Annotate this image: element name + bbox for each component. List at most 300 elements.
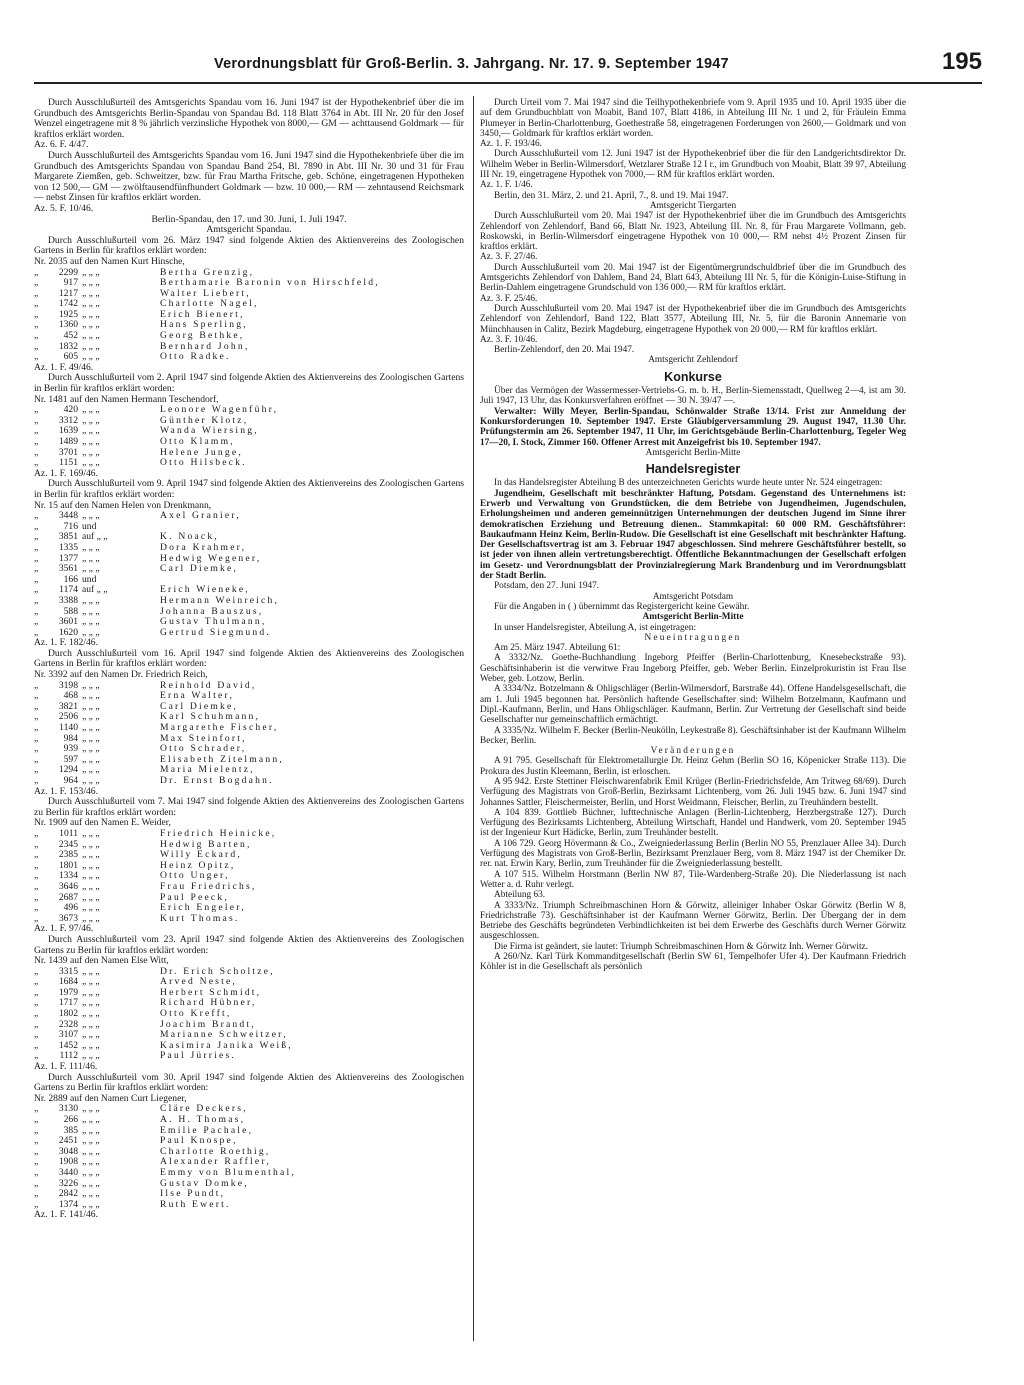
share-number: 2506 [58, 711, 78, 723]
ditto-mark: „ [34, 775, 39, 786]
place-date: Potsdam, den 27. Juni 1947. [494, 581, 600, 592]
holder-name: Carl Diemke, [160, 700, 239, 712]
share-number: 2345 [58, 838, 78, 850]
ditto-marks: „ „ „ [82, 541, 100, 553]
ditto-marks: auf „ „ [82, 584, 108, 596]
page-number: 195 [941, 48, 982, 75]
group-intro: Durch Ausschlußurteil vom 2. April 1947 sind folgende Aktien des Aktienvereins des Zoologischen Gartens in Berlin für kraftlos erklärt worden: [34, 372, 464, 395]
ditto-marks: „ „ „ [82, 775, 100, 786]
holder-name: Carl Diemke, [160, 563, 239, 575]
court-signature: Amtsgericht Berlin-Mitte [642, 612, 744, 623]
share-number: 1742 [58, 298, 78, 310]
ditto-mark: „ [34, 319, 39, 331]
share-group [34, 649, 464, 797]
ditto-mark: „ [34, 849, 39, 861]
ditto-marks: „ „ „ [82, 722, 100, 734]
ditto-marks: „ „ „ [82, 679, 100, 691]
ditto-mark: „ [34, 563, 39, 575]
file-reference: Az. 1. F. 141/46. [34, 1209, 98, 1221]
ditto-mark: „ [34, 997, 39, 1009]
ditto-mark: „ [34, 743, 39, 755]
share-table [34, 511, 279, 638]
court-signature: Amtsgericht Spandau. [206, 224, 292, 236]
ditto-mark: „ [34, 827, 39, 839]
share-number: 3561 [58, 563, 78, 575]
ditto-marks: „ „ „ [82, 1029, 100, 1041]
share-number: 420 [63, 404, 78, 416]
ditto-marks: „ „ „ [82, 510, 100, 522]
ditto-marks: „ „ „ [82, 1166, 100, 1178]
ditto-marks: „ „ „ [82, 404, 100, 416]
ditto-marks: „ „ „ [82, 870, 100, 882]
ditto-mark: „ [34, 457, 39, 469]
ditto-mark: „ [34, 732, 39, 744]
group-first-entry: Nr. 3392 auf den Namen Dr. Friedrich Reich, [34, 669, 208, 681]
share-number: 1620 [58, 626, 78, 638]
ditto-marks: „ „ „ [82, 287, 100, 299]
ditto-mark: „ [34, 584, 39, 596]
holder-name: Gertrud Siegmund. [160, 626, 271, 638]
ditto-mark: „ [34, 1145, 39, 1157]
holder-name: Richard Hübner, [160, 997, 257, 1009]
share-number: 1684 [58, 976, 78, 988]
left-column [34, 98, 464, 1221]
share-number: 1801 [58, 859, 78, 871]
share-number: 1489 [58, 436, 78, 447]
holder-name: Hedwig Barten, [160, 838, 252, 850]
register-entry: A 95 942. Erste Stettiner Fleischwarenfabrik Emil Krüger (Berlin-Friedrichsfelde, Am Tritweg 68/69). Durch Verfügung des Magistrats von Groß-Berlin, Bezirksamt Lichtenberg, vom 26. Juli 1945 bzw. 6. Juni 1947 sind Johannes Sattler, Fleischermeister, Berlin, und Horst Weidmann, Fleischer, Berlin, zu Treuhändern bestellt. [480, 777, 906, 808]
file-reference: Az. 1. F. 169/46. [34, 467, 98, 479]
ditto-mark: „ [34, 690, 39, 702]
share-row [34, 882, 276, 893]
ditto-mark: „ [34, 1039, 39, 1051]
ditto-marks: „ „ „ [82, 700, 100, 712]
file-reference: Az. 1. F. 193/46. [480, 139, 543, 150]
holder-name: Heinz Opitz, [160, 859, 236, 871]
ditto-marks: „ „ „ [82, 690, 100, 702]
ditto-mark: „ [34, 976, 39, 988]
share-number: 3646 [58, 880, 78, 892]
ditto-marks: „ „ „ [82, 859, 100, 871]
holder-name: Hans Sperling, [160, 319, 248, 331]
share-group [34, 935, 464, 1073]
share-number: 1360 [58, 319, 78, 331]
holder-name: Paul Jürries. [160, 1050, 237, 1062]
holder-name: Margarethe Fischer, [160, 722, 279, 734]
notice-paragraph: Über das Vermögen der Wassermesser-Vertriebs-G. m. b. H., Berlin-Siemensstadt, Quellweg 2—4, ist am 30. Juli 1947, 13 Uhr, das Konkursverfahren eröffnet — 30 N. 39/47 —. [480, 386, 906, 407]
share-number: 1925 [58, 308, 78, 320]
notice-paragraph: Am 25. März 1947. Abteilung 61: [494, 643, 621, 654]
subsection-heading: Veränderungen [650, 746, 736, 757]
holder-name: Gustav Domke, [160, 1177, 249, 1189]
ditto-marks: „ „ „ [82, 849, 100, 861]
share-number: 3673 [58, 912, 78, 924]
court-signature: Amtsgericht Berlin-Mitte [645, 447, 741, 458]
ditto-mark: „ [34, 679, 39, 691]
share-number: 3440 [58, 1166, 78, 1178]
share-row [34, 829, 276, 840]
holder-name: Dr. Ernst Bogdahn. [160, 775, 274, 786]
register-entry: A 3332/Nz. Goethe-Buchhandlung Ingeborg Pfeiffer (Berlin-Charlottenburg, Knesebeckstraße 93). Geschäftsinhaberin ist die verwitwe Frau Ingeborg Pfeiffer, geb. Weber Berlin. Einzelprokuristin ist Frau Ilse Weber, geb. Lotzow, Berlin. [480, 653, 906, 685]
share-number: 3048 [58, 1145, 78, 1157]
ditto-marks: „ „ „ [82, 277, 100, 289]
share-row [34, 1115, 296, 1126]
share-number: 3821 [58, 700, 78, 712]
holder-name: Otto Klamm, [160, 436, 235, 447]
ditto-mark: „ [34, 1103, 39, 1115]
notice-paragraph: Durch Ausschlußurteil des Amtsgerichts Spandau vom 16. Juni 1947 sind die Hypothekenbriefe über die im Grundbuch des Amtsgerichts Spandau von Spandau Band 254, Bl. 7890 in Abt. III Nr. 30 und 31 für Frau Margarete Ziemßen, geb. Schweitzer, bzw. für Frau Martha Fritsche, geb. Schöne, eingetragenen Hypotheken von 12 500,— GM — zwölftausendfünfhundert Goldmark — bzw. 10 000,— RM — zehntausend Reichsmark — nebst Zinsen für kraftlos erklärt worden. [34, 149, 464, 204]
holder-name: Alexander Raffler, [160, 1156, 271, 1168]
holder-name: Bernhard John, [160, 340, 250, 352]
holder-name: Paul Knospe, [160, 1135, 238, 1147]
group-first-entry: Nr. 15 auf den Namen Helen von Drenkmann, [34, 499, 212, 511]
column-divider [473, 96, 474, 1341]
notice-paragraph: Für die Angaben in ( ) übernimmt das Registergericht keine Gewähr. [494, 601, 750, 612]
ditto-marks: „ „ „ [82, 1198, 100, 1210]
ditto-marks: „ „ „ [82, 997, 100, 1009]
ditto-marks: „ „ „ [82, 743, 100, 755]
ditto-marks: „ „ „ [82, 880, 100, 892]
share-number: 1294 [58, 764, 78, 776]
page-header [34, 48, 982, 84]
ditto-mark: „ [34, 266, 39, 278]
ditto-marks: „ „ „ [82, 563, 100, 575]
ditto-marks: „ „ „ [82, 457, 100, 469]
share-number: 166 [63, 573, 78, 585]
share-number: 1908 [58, 1156, 78, 1168]
ditto-mark: „ [34, 753, 39, 765]
ditto-marks: „ „ „ [82, 965, 100, 977]
holder-name: Emilie Pachale, [160, 1124, 254, 1136]
ditto-mark: „ [34, 700, 39, 712]
ditto-mark: „ [34, 446, 39, 458]
share-number: 939 [63, 743, 78, 755]
share-number: 1452 [58, 1039, 78, 1051]
ditto-mark: „ [34, 965, 39, 977]
share-number: 3315 [58, 965, 78, 977]
ditto-marks: „ „ „ [82, 1114, 100, 1125]
ditto-mark: „ [34, 891, 39, 903]
ditto-mark: „ [34, 510, 39, 522]
holder-name: Otto Unger, [160, 870, 230, 882]
share-number: 452 [63, 330, 78, 342]
holder-name: Kurt Thomas. [160, 912, 240, 924]
file-reference: Az. 1. F. 182/46. [34, 637, 98, 649]
holder-name: Kasimira Janika Weiß, [160, 1039, 293, 1051]
ditto-mark: „ [34, 859, 39, 871]
holder-name: Cläre Deckers, [160, 1103, 248, 1115]
ditto-marks: „ „ „ [82, 711, 100, 723]
holder-name: Otto Krefft, [160, 1008, 232, 1020]
file-reference: Az. 1. F. 1/46. [480, 180, 533, 191]
ditto-mark: „ [34, 1124, 39, 1136]
ditto-marks: „ „ „ [82, 976, 100, 988]
holder-name: Erna Walter, [160, 690, 235, 702]
register-entry: A 3334/Nz. Botzelmann & Ohligschläger (Berlin-Wilmersdorf, Barstraße 44). Offene Handelsgesellschaft, die am 1. Juli 1945 begonnen hat. Persönlich haftende Gesellschafter sind: Wilhelm Botzelmann, Kaufmann und Dipl.-Kaufmann, Berlin, und Hans Ohligschläger. Kaufmann, Berlin. Zur Vertretung der Gesellschaft sind beide Gesellschafter nur gemeinschaftlich ermächtigt. [480, 684, 906, 726]
notice-paragraph: In unser Handelsregister, Abteilung A, ist eingetragen: [494, 622, 697, 633]
holder-name: Charlotte Nagel, [160, 298, 259, 310]
ditto-marks: „ „ „ [82, 827, 100, 839]
share-number: 385 [63, 1124, 78, 1136]
share-number: 1335 [58, 541, 78, 553]
holder-name: Herbert Schmidt, [160, 986, 262, 998]
holder-name: Maria Mielentz, [160, 764, 255, 776]
ditto-marks: „ „ „ [82, 351, 100, 363]
share-number: 597 [63, 753, 78, 765]
notice-paragraph: Verwalter: Willy Meyer, Berlin-Spandau, Schönwalder Straße 13/14. Frist zur Anmeldung der Konkursforderungen 10. September 1947. Erste Gläubigerversammlung 29. August 1947, 11.30 Uhr. Prüfungstermin am 26. September 1947, 11 Uhr, im Gerichtsgebäude Berlin-Charlottenburg, Tegeler Weg 17—20, I. Stock, Zimmer 160. Offener Arrest mit Anzeigefrist bis 10. September 1947. [480, 406, 906, 448]
holder-name: Willy Eckard, [160, 849, 243, 861]
ditto-mark: „ [34, 308, 39, 320]
share-number: 3312 [58, 414, 78, 426]
register-entry: Die Firma ist geändert, sie lautet: Triumph Schreibmaschinen Horn & Görwitz Inh. Werner Görwitz. [494, 941, 868, 952]
ditto-marks: „ „ „ [82, 340, 100, 352]
share-table [34, 405, 278, 469]
ditto-marks: „ „ „ [82, 425, 100, 437]
ditto-marks: „ „ „ [82, 266, 100, 278]
notice-paragraph: In das Handelsregister Abteilung B des unterzeichneten Gerichts wurde heute unter Nr. 524 eingetragen: [494, 478, 883, 489]
ditto-mark: „ [34, 594, 39, 606]
ditto-marks: „ „ „ [82, 1145, 100, 1157]
holder-name: Gustav Thulmann, [160, 616, 267, 628]
group-intro: Durch Ausschlußurteil vom 23. April 1947 sind folgende Aktien des Aktienvereins des Zoologischen Gartens zu Berlin für kraftlos erklärt worden: [34, 933, 464, 956]
court-signature: Amtsgericht Potsdam [652, 591, 734, 602]
notice-paragraph: Durch Ausschlußurteil des Amtsgerichts Spandau vom 16. Juni 1947 ist der Hypothekenbrief über die im Grundbuch des Amtsgerichts Berlin-Spandau von Spandau Bd. 118 Blatt 3764 in Abt. III Nr. 20 für den Josef Wenzel eingetragene mit 8 % jährlich verzinsliche Hypothek von 8000,— GM — achttausend Goldmark — für kraftlos erklärt worden. [34, 97, 464, 140]
holder-name: Helene Junge, [160, 446, 243, 458]
group-first-entry: Nr. 1439 auf den Namen Else Witt, [34, 955, 169, 967]
ditto-mark: „ [34, 531, 39, 543]
ditto-mark: „ [34, 1050, 39, 1062]
file-reference: Az. 3. F. 10/46. [480, 334, 538, 345]
share-number: 3601 [58, 616, 78, 628]
ditto-mark: „ [34, 573, 39, 585]
ditto-mark: „ [34, 277, 39, 289]
place-date: Berlin-Zehlendorf, den 20. Mai 1947. [494, 345, 635, 356]
ditto-mark: „ [34, 902, 39, 914]
share-number: 468 [63, 690, 78, 702]
share-table [34, 829, 276, 924]
register-entry: A 91 795. Gesellschaft für Elektrometallurgie Dr. Heinz Gehm (Berlin SO 16, Köpenicker Straße 113). Die Prokura des Justin Kleemann, Berlin, ist erloschen. [480, 756, 906, 777]
share-number: 2687 [58, 891, 78, 903]
ditto-mark: „ [34, 1156, 39, 1168]
share-number: 1011 [59, 827, 78, 839]
holder-name: Erich Bienert, [160, 308, 245, 320]
share-group [34, 1073, 464, 1221]
ditto-mark: „ [34, 711, 39, 723]
holder-name: Hermann Weinreich, [160, 594, 280, 606]
register-entry: A 104 839. Gottlieb Büchner, lufttechnische Anlagen (Berlin-Lichtenberg, Herzbergstraße 127). Durch Verfügung des Bezirksamts Lichtenberg, Abteilung Wirtschaft, Handel und Handwerk, vom 20. September 1945 ist der Ingenieur Kurt Hädicke, Berlin, zum Treuhänder bestellt. [480, 807, 906, 839]
share-number: 716 [63, 520, 78, 532]
court-signature: Amtsgericht Tiergarten [649, 200, 737, 211]
share-number: 3226 [58, 1177, 78, 1189]
share-number: 588 [63, 605, 78, 617]
ditto-mark: „ [34, 1114, 39, 1125]
group-intro: Durch Ausschlußurteil vom 26. März 1947 sind folgende Aktien des Aktienvereins des Zoologischen Gartens in Berlin für kraftlos erklärt worden: [34, 234, 464, 257]
share-number: 3107 [58, 1029, 78, 1041]
share-number: 2328 [58, 1018, 78, 1030]
holder-name: Dr. Erich Scholtze, [160, 965, 275, 977]
share-number: 1217 [58, 287, 78, 299]
share-number: 964 [63, 775, 78, 786]
file-reference: Az. 1. F. 153/46. [34, 785, 98, 797]
ditto-marks: „ „ „ [82, 446, 100, 458]
ditto-mark: „ [34, 986, 39, 998]
holder-name: Otto Schrader, [160, 743, 247, 755]
ditto-mark: „ [34, 764, 39, 776]
ditto-marks: und [82, 520, 97, 532]
share-number: 1151 [59, 457, 78, 469]
holder-name: Frau Friedrichs, [160, 880, 257, 892]
share-table [34, 268, 380, 363]
ditto-marks: „ „ „ [82, 1188, 100, 1200]
share-group [34, 373, 464, 479]
holder-name: Ilse Pundt, [160, 1188, 226, 1200]
notice-paragraph: Jugendheim, Gesellschaft mit beschränkter Haftung, Potsdam. Gegenstand des Unternehmens ist: Erwerb und Verwaltung von Grundstücken, die dem Betriebe von Jugendheimen, Jugendschulen, Erholungsheimen und anderen gemeinnützigen Unternehmungen der deutschen Jugend im Sinne ihrer demokratischen Erziehung und Betreuung dienen.. Stammkapital: 60 000 RM. Geschäftsführer: Baukaufmann Heinz Keim, Berlin-Rudow. Die Gesellschaft ist eine Gesellschaft mit beschränkter Haftung. Der Gesellschaftsvertrag ist am 3. Februar 1947 abgeschlossen. Sind mehrere Geschäftsführer bestellt, so ist jeder von ihnen allein vertretungsberechtigt. Öffentliche Bekanntmachungen der Gesellschaft erfolgen im Gesetz- und Verordnungsblatt der Provinzialregierung Mark Brandenburg und im Verordnungsblatt der Stadt Berlin. [480, 488, 906, 582]
share-number: 3851 [58, 531, 78, 543]
ditto-marks: „ „ „ [82, 732, 100, 744]
ditto-marks: „ „ „ [82, 1050, 100, 1062]
ditto-marks: „ „ „ [82, 838, 100, 850]
holder-name: A. H. Thomas, [160, 1114, 246, 1125]
group-first-entry: Nr. 1481 auf den Namen Hermann Teschendorf, [34, 393, 219, 405]
group-intro: Durch Ausschlußurteil vom 30. April 1947 sind folgende Aktien des Aktienvereins des Zoologischen Gartens zu Berlin für kraftlos erklärt worden: [34, 1071, 464, 1094]
ditto-marks: „ „ „ [82, 1124, 100, 1136]
place-date: Berlin, den 31. März, 2. und 21. April, 7., 8. und 19. Mai 1947. [494, 190, 729, 201]
share-number: 1832 [58, 340, 78, 352]
share-row [34, 437, 278, 448]
share-number: 2451 [58, 1135, 78, 1147]
share-number: 3448 [58, 510, 78, 522]
register-entry: A 3335/Nz. Wilhelm F. Becker (Berlin-Neukölln, Leykestraße 8). Geschäftsinhaber ist der Kaufmann Wilhelm Becker, Berlin. [480, 725, 906, 746]
ditto-marks: „ „ „ [82, 298, 100, 310]
share-row [34, 776, 284, 787]
ditto-mark: „ [34, 722, 39, 734]
holder-name: Erich Engeler, [160, 902, 246, 914]
place-date: Berlin-Spandau, den 17. und 30. Juni, 1. Juli 1947. [151, 213, 347, 225]
section-heading-handelsregister: Handelsregister [645, 462, 741, 477]
notice-paragraph: Durch Ausschlußurteil vom 20. Mai 1947 ist der Hypothekenbrief über die im Grundbuch des Amtsgerichts Zehlendorf von Zehlendorf, Band 66, Blatt Nr. 1923, Abteilung III. Nr. 8, für Frau Margarete Vollmann, geb. Roskowski, in Berlin-Wilmersdorf eingetragene Hypothek von 10 000,— RM nebst 4½ Prozent Zinsen für kraftlos erklärt. [480, 211, 906, 253]
share-number: 1140 [59, 722, 78, 734]
ditto-marks: „ „ „ [82, 330, 100, 342]
group-first-entry: Nr. 1909 auf den Namen E. Weider, [34, 817, 171, 829]
share-group [34, 479, 464, 649]
ditto-mark: „ [34, 404, 39, 416]
ditto-mark: „ [34, 1018, 39, 1030]
share-table [34, 967, 293, 1062]
ditto-mark: „ [34, 287, 39, 299]
share-number: 266 [63, 1114, 78, 1125]
file-reference: Az. 1. F. 97/46. [34, 923, 94, 935]
ditto-marks: „ „ „ [82, 308, 100, 320]
ditto-marks: „ „ „ [82, 616, 100, 628]
ditto-mark: „ [34, 605, 39, 617]
share-number: 496 [63, 902, 78, 914]
ditto-mark: „ [34, 298, 39, 310]
file-reference: Az. 6. F. 4/47. [34, 139, 89, 151]
ditto-mark: „ [34, 414, 39, 426]
share-number: 917 [63, 277, 78, 289]
ditto-marks: „ „ „ [82, 1039, 100, 1051]
holder-name: Otto Hilsbeck. [160, 457, 247, 469]
ditto-mark: „ [34, 552, 39, 564]
ditto-mark: „ [34, 626, 39, 638]
holder-name: Günther Klotz, [160, 414, 249, 426]
section-heading-konkurse: Konkurse [664, 369, 722, 384]
file-reference: Az. 1. F. 111/46. [34, 1061, 98, 1073]
ditto-marks: „ „ „ [82, 902, 100, 914]
holder-name: Charlotte Roethig, [160, 1145, 271, 1157]
ditto-marks: „ „ „ [82, 912, 100, 924]
ditto-marks: „ „ „ [82, 319, 100, 331]
ditto-marks: „ „ „ [82, 605, 100, 617]
share-row [34, 1168, 296, 1179]
holder-name: Hedwig Wegener, [160, 552, 262, 564]
share-number: 3388 [58, 594, 78, 606]
register-entry: A 260/Nz. Karl Türk Kommanditgesellschaft (Berlin SW 61, Tempelhofer Ufer 4). Der Kaufmann Friedrich Köhler ist in die Gesellschaft als persönlich [480, 952, 906, 973]
ditto-mark: „ [34, 1198, 39, 1210]
holder-name: Berthamarie Baronin von Hirschfeld, [160, 277, 380, 289]
ditto-mark: „ [34, 425, 39, 437]
ditto-marks: „ „ „ [82, 986, 100, 998]
register-entry: Abteilung 63. [494, 890, 546, 901]
share-row [34, 596, 279, 607]
holder-name: Leonore Wagenführ, [160, 404, 279, 416]
ditto-marks: „ „ „ [82, 436, 100, 447]
group-first-entry: Nr. 2889 auf den Namen Curt Liegener, [34, 1092, 187, 1104]
ditto-mark: „ [34, 1188, 39, 1200]
holder-name: Dora Krahmer, [160, 541, 247, 553]
share-number: 1112 [59, 1050, 78, 1062]
share-number: 1374 [58, 1198, 78, 1210]
ditto-mark: „ [34, 541, 39, 553]
ditto-mark: „ [34, 340, 39, 352]
share-number: 2385 [58, 849, 78, 861]
ditto-marks: „ „ „ [82, 414, 100, 426]
notice-paragraph: Durch Ausschlußurteil vom 12. Juni 1947 ist der Hypothekenbrief über die für den Landgerichtsdirektor Dr. Wilhelm Weber in Berlin-Wilmersdorf, Wetzlarer Straße 12 I r., im Grundbuch von Moabit, Blatt 39 97, Abteilung III Nr. 19, eingetragene Hypothek von 7000,— RM für kraftlos erklärt worden. [480, 149, 906, 181]
share-group [34, 797, 464, 935]
ditto-mark: „ [34, 870, 39, 882]
ditto-mark: „ [34, 520, 39, 532]
ditto-mark: „ [34, 1166, 39, 1178]
share-number: 1979 [58, 986, 78, 998]
ditto-marks: auf „ „ [82, 531, 108, 543]
ditto-marks: „ „ „ [82, 1177, 100, 1189]
file-reference: Az. 5. F. 10/46. [34, 202, 94, 214]
holder-name: Otto Radke. [160, 351, 231, 363]
ditto-marks: „ „ „ [82, 1135, 100, 1147]
ditto-marks: „ „ „ [82, 1008, 100, 1020]
register-entry: A 3333/Nz. Triumph Schreibmaschinen Horn & Görwitz, alleiniger Inhaber Oskar Görwitz (Berlin W 8, Friedrichstraße 73). Geschäftsinhaber ist der Kaufmann Werner Görwitz, Berlin. Der Übergang der in dem Betriebe des Geschäfts begründeten Verbindlichkeiten ist bei dem Erwerbe des Geschäfts durch Werner Görwitz ausgeschlossen. [480, 900, 906, 942]
ditto-mark: „ [34, 1029, 39, 1041]
ditto-marks: „ „ „ [82, 891, 100, 903]
holder-name: Reinhold David, [160, 679, 257, 691]
share-number: 2842 [58, 1188, 78, 1200]
holder-name: Paul Peeck, [160, 891, 229, 903]
group-intro: Durch Ausschlußurteil vom 9. April 1947 sind folgende Aktien des Aktienvereins des Zoologischen Gartens in Berlin für kraftlos erklärt worden: [34, 478, 464, 500]
court-signature: Amtsgericht Zehlendorf [648, 355, 738, 366]
share-number: 1377 [58, 552, 78, 564]
holder-name: Ruth Ewert. [160, 1198, 231, 1210]
register-entry: A 107 515. Wilhelm Horstmann (Berlin NW 87, Tile-Wardenberg-Straße 20). Die Niederlassung ist nach Wetter a. d. Ruhr verlegt. [480, 869, 906, 890]
header-title: Verordnungsblatt für Groß-Berlin. 3. Jahrgang. Nr. 17. 9. September 1947 [214, 56, 729, 72]
holder-name: Axel Granier, [160, 510, 241, 522]
ditto-mark: „ [34, 1177, 39, 1189]
holder-name: Karl Schuhmann, [160, 711, 261, 723]
ditto-mark: „ [34, 912, 39, 924]
holder-name: Walter Liebert, [160, 287, 251, 299]
holder-name: Emmy von Blumenthal, [160, 1166, 296, 1178]
ditto-mark: „ [34, 436, 39, 447]
holder-name: Johanna Bauszus, [160, 605, 264, 617]
